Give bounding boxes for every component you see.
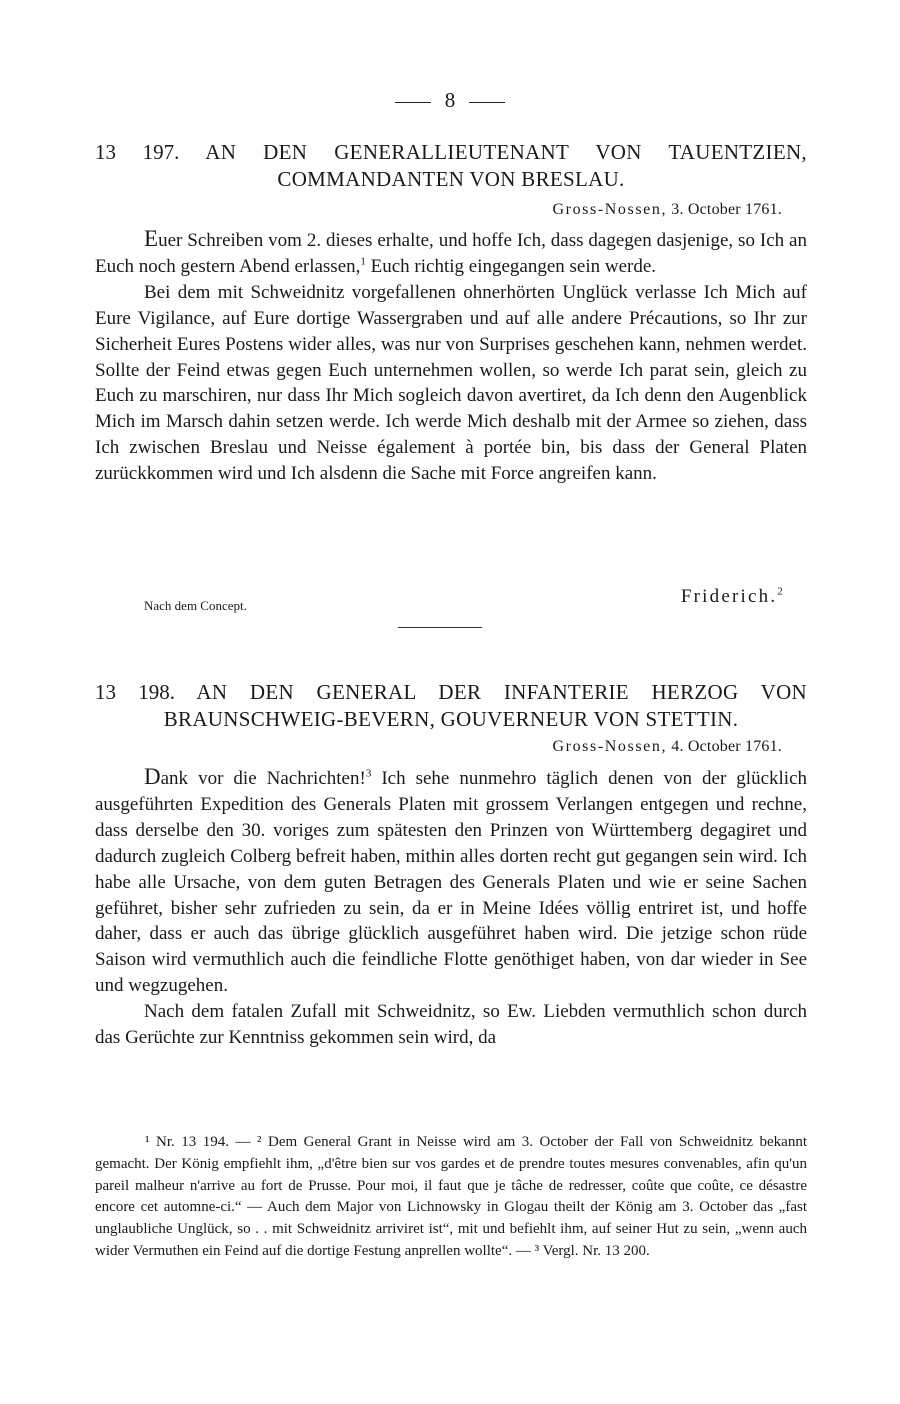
letter2-p1-text: ank vor die Nachrichten! [160, 768, 366, 789]
letter2-addressee: AN DEN GENERAL DER INFANTERIE HERZOG VON [196, 680, 807, 704]
letter1-number: 13 197. [95, 140, 180, 164]
letter1-place: Gross-Nossen, [552, 201, 668, 218]
page-number-dash-left [395, 102, 431, 103]
letter1-body [95, 226, 807, 487]
letter1-p1-text: uer Schreiben vom 2. dieses erhalte, und hoffe Ich, dass dagegen dasjenige, so Ich an Euch noch gestern Abend erlassen, [95, 230, 807, 277]
letter2-heading-line1 [95, 679, 807, 706]
letter2-dateline [552, 738, 782, 756]
footnotes [95, 1132, 807, 1263]
section-divider [398, 627, 482, 628]
footnote-ref-1: 1 [360, 255, 366, 268]
page-number-dash-right [469, 102, 505, 103]
letter2-paragraph-1 [95, 764, 807, 999]
letter2-place: Gross-Nossen, [552, 738, 668, 755]
letter1-paragraph-2: Bei dem mit Schweidnitz vorgefallenen ohnerhörten Unglück verlasse Ich Mich auf Eure Vigilance, auf Eure dortige Wassergraben und auf alle andere Précautions, so Ihr zur Sicherheit Eures Postens wider alles, was nur von Surprises geschehen kann, nehmen werdet. Sollte der Feind etwas gegen Euch unternehmen wollen, so werde Ich parat sein, gleich zu Euch zu marschiren, nur dass Ihr Mich sogleich davon avertiret, da Ich denn den Augenblick Mich im Marsch dahin setzen werde. Ich werde Mich deshalb mit der Armee so ziehen, dass Ich zwischen Breslau und Neisse également à portée bin, bis dass der General Platen zurückkommen wird und Ich alsdenn die Sache mit Force angreifen kann. [95, 281, 807, 485]
letter2-heading-line2: BRAUNSCHWEIG-BEVERN, GOUVERNEUR VON STETTIN. [163, 707, 739, 731]
footnote-ref-2: 2 [777, 585, 785, 598]
letter1-paragraph-1 [95, 226, 807, 280]
letter2-body [95, 764, 807, 1051]
letter2-number: 13 198. [95, 680, 176, 704]
letter1-initial: E [144, 226, 159, 251]
letter1-p1-rest: Euch richtig eingegangen sein werde. [365, 255, 657, 277]
page-number-text: 8 [444, 88, 456, 112]
letter1-signature-text: Friderich. [680, 586, 778, 607]
letter1-heading [95, 139, 807, 193]
letter2-initial: D [144, 764, 161, 789]
letter2-p1-rest: Ich sehe nunmehro täglich denen von der glücklich ausgeführten Expedition des Generals Platen mit grossem Verlangen entgegen und rechne, dass derselbe den 30. voriges zum spätesten den Prinzen von Württemberg degagiret und dadurch zugleich Colberg befreit haben, mithin alles dorten recht gut gegangen sein wird. Ich habe alle Ursache, von dem guten Betragen des Generals Platen und wie er seine Sachen geführet, bisher sehr zufrieden zu sein, da er in Meine Idées völlig entriret ist, und hoffe daher, dass er auch das übrige glücklich ausgeführet haben wird. Die jetzige schon rüde Saison wird vermuthlich auch die feindliche Flotte genöthiget haben, von dar wieder in See und wegzugehen. [95, 768, 808, 997]
letter1-heading-line1 [95, 139, 807, 166]
letter1-source-note: Nach dem Concept. [144, 598, 247, 613]
letter1-dateline [552, 201, 782, 219]
footnote-ref-3: 3 [365, 767, 372, 780]
letter1-date: 3. October 1761. [671, 201, 782, 218]
page-number [0, 88, 900, 113]
letter1-signature [681, 586, 785, 608]
letter1-addressee: AN DEN GENERALLIEUTENANT VON TAUENTZIEN, [205, 140, 807, 164]
footnotes-text: ¹ Nr. 13 194. — ² Dem General Grant in Neisse wird am 3. October der Fall von Schweidnitz bekannt gemacht. Der König empfiehlt ihm, „d'être bien sur vos gardes et de prendre toutes mesures convenables, afin qu'un pareil malheur n'arrive au fort de Prusse. Pour moi, il faut que je tâche de redresser, coûte que coûte, ce désastre encore cet automne-ci.“ — Auch dem Major von Lichnowsky in Glogau theilt der König am 3. October das „fast unglaubliche Unglück, so . . mit Schweidnitz arriviret ist“, mit und befiehlt ihm, auf seiner Hut zu sein, „wenn auch wider Vermuthen ein Feind auf die dortige Festung anprellen wollte“. — ³ Vergl. Nr. 13 200. [95, 1134, 807, 1259]
letter2-date: 4. October 1761. [671, 738, 782, 755]
letter2-paragraph-2: Nach dem fatalen Zufall mit Schweidnitz, so Ew. Liebden vermuthlich schon durch das Gerüchte zur Kenntniss gekommen sein wird, da [95, 1001, 807, 1049]
letter1-heading-line2: COMMANDANTEN VON BRESLAU. [277, 167, 625, 191]
letter2-heading [95, 679, 807, 733]
